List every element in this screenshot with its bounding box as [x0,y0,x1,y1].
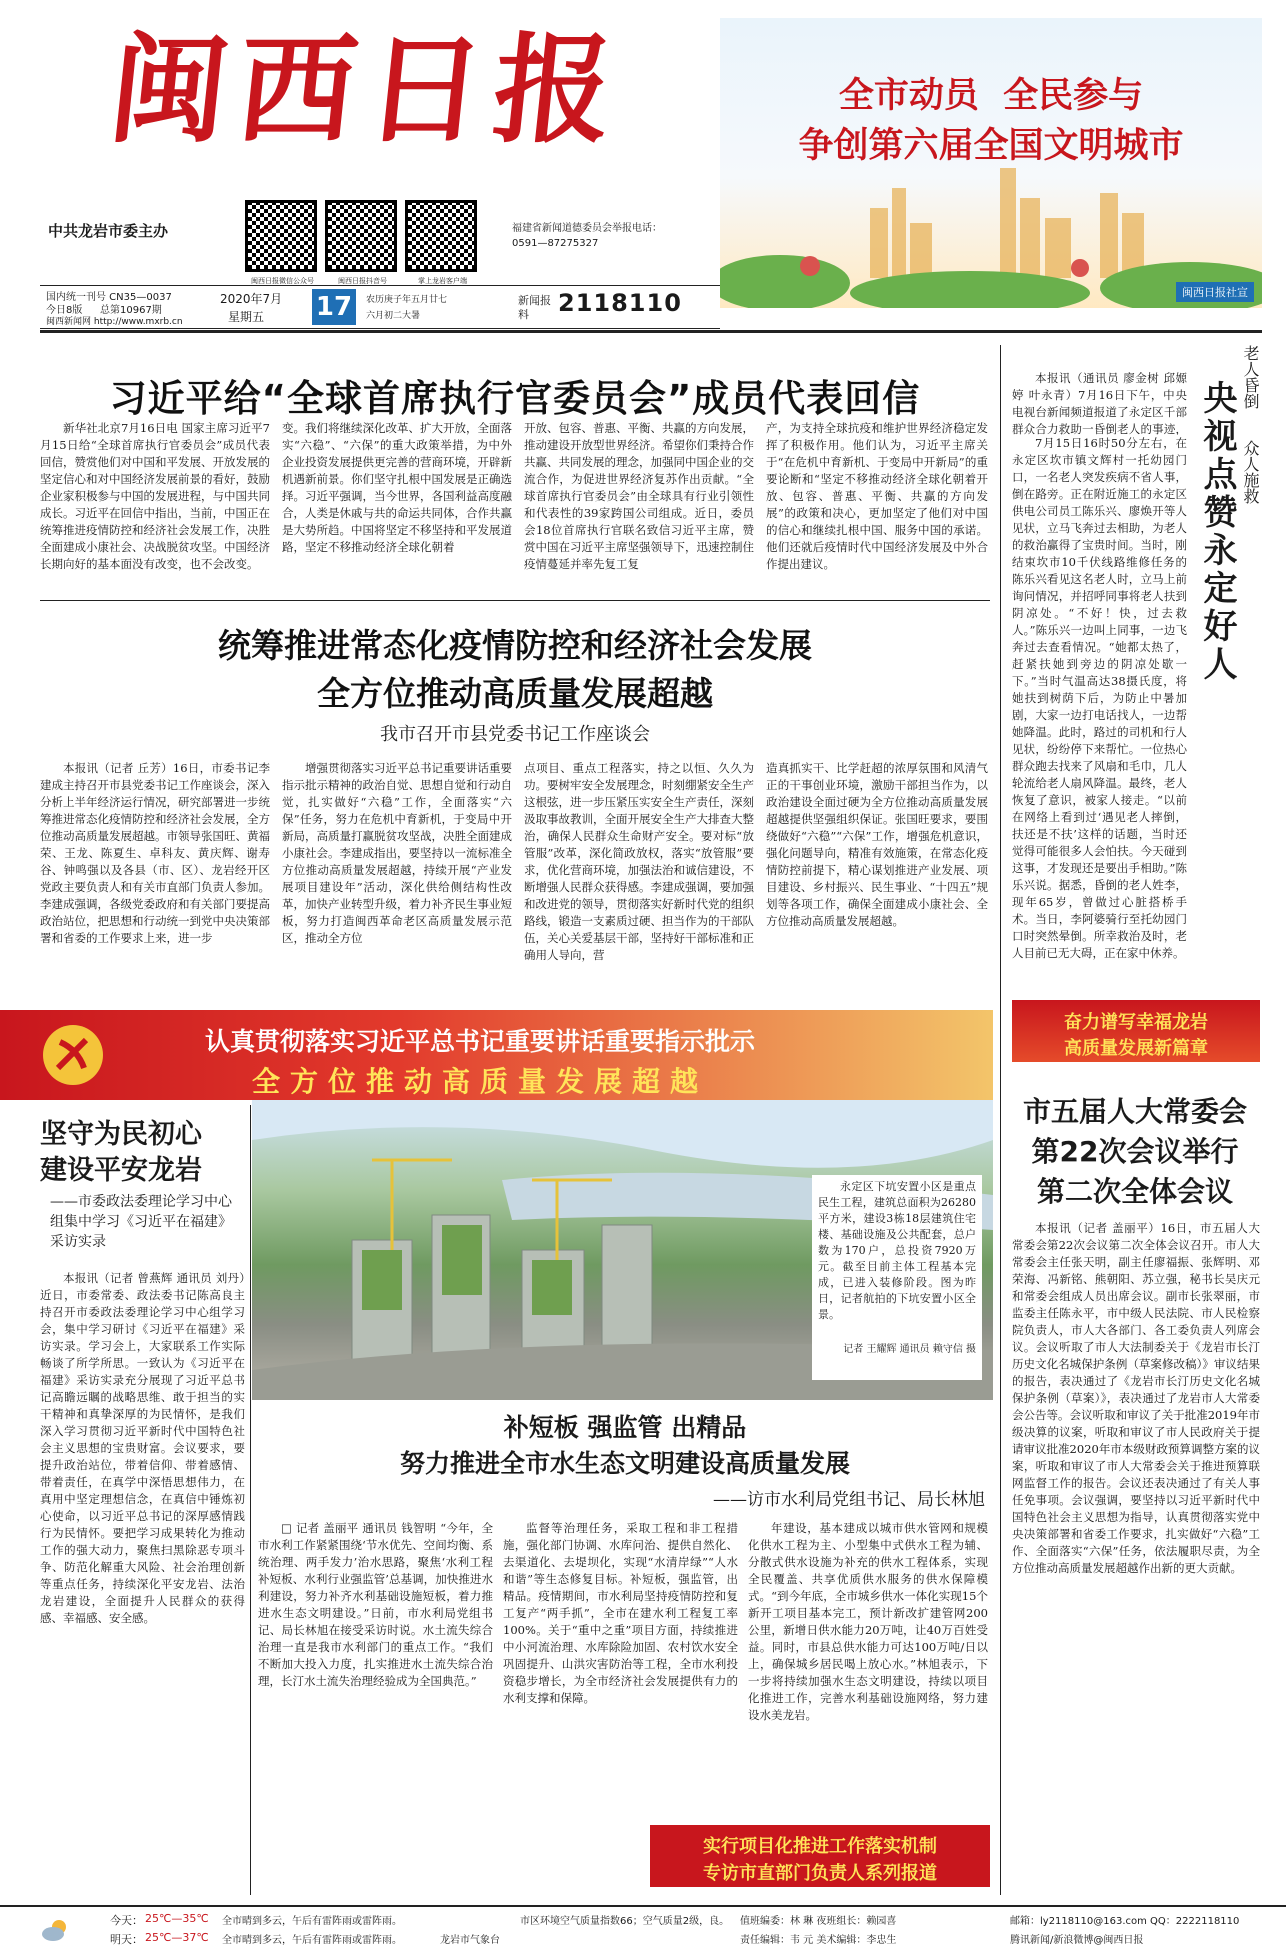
weekday: 星期五 [228,310,265,324]
story2-subhead: 我市召开市县党委书记工作座谈会 [380,724,650,745]
photo-credit: 记者 王耀辉 通讯员 赖守信 摄 [843,1344,976,1355]
special-band [0,1010,993,1100]
weather-cloud-sun-icon [40,1917,70,1943]
story2-col-3: 点项目、重点工程落实，持之以恒、久久为功。要树牢安全发展理念，时刻绷紧安全生产这根弦，进一步压紧压实安全生产责任，深刻汲取事故教训，全面开展安全生产大排查大整治，确保人民群众生命财产安全。要对标“放管服”改革，深化简政放权，落实“放管服”要求，优化营商环境，加强法治和诚信建设，不断增强人民群众获得感。李建成强调，要加强和改进党的领导，贯彻落实好新时代党的组织路线，锻造一支素质过硬、担当作为的干部队伍，关心关爱基层干部，坚持好干部标准和正确用人导向，营 [524,761,754,962]
editor-line-2: 责任编辑：韦 元 美术编辑：李忠生 [740,1935,897,1946]
weather-today-temp: 25℃—35℃ [145,1912,209,1925]
date-day: 17 [312,289,356,325]
lead-col-2: 变。我们将继续深化改革、扩大开放，全面落实“六稳”、“六保”的重大政策举措，为中外企业投资发展提供更完善的营商环境，开辟新机遇新前景。你们坚守扎根中国发展是正确选择。习近平强调，当今世界，各国利益高度融合，人类是休戚与共的命运共同体，合作共赢是大势所趋。中国将坚定不移坚持和平发展道路，坚定不移推动经济全球化朝着 [282,421,512,554]
qr-label-1: 闽西日报微信公众号 [251,277,314,285]
special-left-text: 本报讯（记者 曾燕辉 通讯员 刘丹）近日，市委常委、政法委书记陈高良主持召开市委政法委理论学习中心组学习会，集中学习研讨《习近平在福建》采访实录。学习会上，大家联系工作实际畅谈了所学所思。一致认为《习近平在福建》采访实录充分展现了习近平总书记高瞻远瞩的战略思维、敢于担当的实干精神和真挚深厚的为民情怀，是我们深入学习贯彻习近平新时代中国特色社会主义思想的宝贵财富。会议要求，要提升政治站位，带着信仰、带着感情、带着责任，在真学中深悟思想伟力，在真用中坚定理想信念，在真信中锤炼初心使命，以习近平总书记的深厚感情践行为民情怀。要把学习成果转化为推动工作的强大动力，聚焦扫黑除恶专项斗争、防范化解重大风险、社会治理创新等重点任务，持续深化平安龙岩、法治龙岩建设，全面提升人民群众的获得感、幸福感、安全感。 [40,1271,245,1625]
npc-headline-3: 第二次全体会议 [1036,1175,1233,1208]
water-headline-2: 努力推进全市水生态文明建设高质量发展 [399,1449,850,1478]
sidebar-divider [1000,345,1001,1895]
lead-col-1: 新华社北京7月16日电 国家主席习近平7月15日给“全球首席执行官委员会”成员代表回信，赞赏他们对中国和平发展、开放发展的坚定信心和对中国经济发展前景的看好，鼓励企业家积极参与中国的发展进程，与中国共同成长。习近平在回信中指出，当前，中国正在统筹推进疫情防控和经济社会发展工作，决胜全面建成小康社会、决战脱贫攻坚。中国经济长期向好的基本面没有改变，也不会改变。 [40,421,270,571]
website: 闽西新闻网 http://www.mxrb.cn [46,317,183,327]
special-left-headline-2: 建设平安龙岩 [40,1155,202,1186]
special-tag [650,1825,990,1887]
info-strip [40,285,720,329]
weather-tomorrow-label: 明天： [110,1933,143,1946]
qr-label-2: 闽西日报抖音号 [338,277,387,285]
story2-headline-1: 统筹推进常态化疫情防控和经济社会发展 [218,626,812,665]
lead-col-3: 开放、包容、普惠、平衡、共赢的方向发展，推动建设开放型世界经济。希望你们秉持合作共赢、共同发展的理念，加强同中国企业的交流合作，为促进世界经济复苏作出贡献。“全球首席执行官委员会”由全球具有行业引领性和代表性的39家跨国公司组成。近日，委员会18位首席执行官联名致信习近平主席，赞赏中国在习近平主席坚强领导下，迅速控制住疫情蔓延并率先复工复 [524,421,754,571]
photo-caption: 永定区下坑安置小区是重点民生工程，建筑总面积为26280平方米，建设3栋18层建筑住宅楼、基础设施及公共配套，总户数为170户，总投资7920万元。截至目前主体工程基本完成，已进入装修阶段。图为昨日，记者航拍的下坑安置小区全景。 [818,1180,976,1321]
special-band-line-2: 全方位推动高质量发展超越 [251,1065,708,1098]
weather-tomorrow-text: 全市晴到多云，午后有雷阵雨或雷阵雨。 [222,1935,402,1946]
air-quality: 市区环境空气质量指数66；空气质量2级，良。 [520,1916,730,1927]
weather-source: 龙岩市气象台 [440,1935,500,1946]
lead-col-4: 产，为支持全球抗疫和维护世界经济稳定发挥了积极作用。他们认为，习近平主席关于“在危机中育新机、于变局中开新局”的重要论断和“坚定不移推动经济全球化朝着开放、包容、普惠、平衡、共赢的方向发展”的政策和决心，更加坚定了他们对中国的信心和继续扎根中国、服务中国的承诺。他们还就后疫情时代中国经济发展及中外合作提出建议。 [766,421,988,571]
story2-headline-2: 全方位推动高质量发展超越 [317,674,713,713]
hotline-number[interactable]: 2118110 [558,289,682,317]
banner-line-2: 争创第六届全国文明城市 [798,126,1184,166]
water-col-1: □ 记者 盖丽平 通讯员 钱智明 “今年，全市水利工作紧紧围绕‘节水优先、空间均衡、系统治理、两手发力’治水思路，聚焦‘水利工程补短板、水利行业强监管’总基调，加快推进水利建设，努力补齐水利基础设施短板，着力推进水生态文明建设。”日前，市水利局党组书记、局长林旭在接受采访时说。水土流失综合治理一直是我市水利部门的重点工作。“我们不断加大投入力度，扎实推进水土流失综合治理，长汀水土流失治理经验成为全国典范。” [258,1521,493,1688]
weather-tomorrow-temp: 25℃—37℃ [145,1931,209,1944]
sidebar-headline: 央视点赞永定好人 [1197,380,1237,684]
sidebar-kicker-b: 众人施救 [1241,440,1260,504]
footer [0,1905,1286,1957]
weather-today-text: 全市晴到多云，午后有雷阵雨或雷阵雨。 [222,1916,402,1927]
special-left-subhead: ——市委政法委理论学习中心组集中学习《习近平在福建》采访实录 [50,1194,232,1250]
masthead-title: 闽西日报 [102,20,630,159]
npc-headline-1: 市五届人大常委会 [1022,1095,1247,1128]
special-band-line-1: 认真贯彻落实习近平总书记重要讲话重要指示批示 [204,1027,755,1056]
qr-label-3: 掌上龙岩客户端 [418,277,467,285]
special-tag-line-2: 专访市直部门负责人系列报道 [703,1863,937,1884]
story2-col-1: 本报讯（记者 丘芳）16日，市委书记李建成主持召开市县党委书记工作座谈会，深入分析上半年经济运行情况，研究部署进一步统筹推进常态化疫情防控和经济社会发展，全方位推动高质量发展超越。市领导张国旺、黄福荣、王龙、陈夏生、卓科友、黄庆辉、谢寿谷、钟鸣强以及各县（市、区）、龙岩经开区党政主要负责人和有关市直部门负责人参加。李建成强调，各级党委政府和有关部门要提高政治站位，把思想和行动统一到党中央决策部署和省委的工作要求上来，进一步 [40,761,270,945]
photo-caption-box [812,1175,982,1380]
sidebar-tag-line-1: 奋力谱写幸福龙岩 [1064,1012,1208,1033]
masthead [0,0,1286,327]
weather-today-label: 今天： [110,1914,143,1927]
masthead-divider [40,330,1262,333]
party-emblem-icon [38,1020,108,1090]
qr-code-2[interactable] [325,200,397,272]
issue-total: 总第10967期 [100,305,162,316]
lunar-line-1: 农历庚子年五月廿七 [366,295,448,305]
banner-line-1: 全市动员 全民参与 [838,76,1144,116]
lunar-line-2: 六月初二大暑 [366,311,421,321]
sidebar-kicker-a: 老人昏倒 [1241,345,1260,409]
pages-count: 今日8版 [46,305,83,316]
banner-credit: 闽西日报社宣 [1176,282,1254,302]
water-col-3: 年建设，基本建成以城市供水管网和规模化供水工程为主、小型集中式供水工程为辅、分散式供水设施为补充的供水工程体系，实现全民覆盖、共享优质供水服务的供水保障模式。“到今年底，全市城乡供水一体化实现15个新开工项目基本完工，预计新改扩建管网200公里，新增日供水能力20万吨，让40万百姓受益。同时，市县总供水能力可达100万吨/日以上，确保城乡居民喝上放心水。”林旭表示，下一步将持续加强水生态文明建设，持续以项目化推进工作，完善水利基础设施网络，努力建设水美龙岩。 [748,1521,988,1722]
lead-divider [40,600,990,601]
special-tag-line-1: 实行项目化推进工作落实机制 [703,1836,937,1857]
organizer-label: 中共龙岩市委主办 [48,222,169,240]
qr-code-3[interactable] [405,200,477,272]
sidebar-tag-line-2: 高质量发展新篇章 [1064,1038,1208,1059]
hotline-label: 新闻报料 [518,294,551,321]
water-subhead: ——访市水利局党组书记、局长林旭 [713,1490,985,1510]
sidebar-byline: 本报讯（通讯员 廖金树 邱嫄婷 叶永青）7月16日下午，中央电视台新闻频道报道了永定区千部群众合力救助一昏倒老人的事迹， [1012,371,1187,435]
social-accounts[interactable]: 腾讯新闻/新浪微博@闽西日报 [1010,1935,1144,1946]
water-headline-1: 补短板 强监管 出精品 [503,1413,747,1442]
story2-col-2: 增强贯彻落实习近平总书记重要讲话重要指示批示精神的政治自觉、思想自觉和行动自觉，扎实做好“六稳”工作，全面落实“六保”任务，努力在危机中育新机，于变局中开新局，高质量打赢脱贫攻坚战，决胜全面建成小康社会。李建成指出，要坚持以一流标准全方位推动高质量发展超越，持续开展“产业发展项目建设年”活动，深化供给侧结构性改革，加快产业转型升级，着力补齐民生事业短板，努力打造闽西革命老区高质量发展示范区，推动全方位 [282,761,512,945]
sidebar-text: 7月15日16时50分左右，在永定区坎市镇文辉村一托幼园门口，一名老人突发疾病不省人事，倒在路旁。正在附近施工的永定区供电公司员工陈乐兴、廖焕开等人见状，立马飞奔过去相助，为老人的救治赢得了宝贵时间。当时，刚结束坎市10千伏线路维修任务的陈乐兴看见这名老人时，立马上前询问情况，并招呼同事将老人扶到阴凉处。“不好！快，过去救人。”陈乐兴一边叫上同事，一边飞奔过去查看情况。“她都太热了，赶紧扶她到旁边的阴凉处歇一下。”当时气温高达38摄氏度，将她扶到树荫下后，为防止中暑加剧，大家一边打电话找人，一边帮她降温。此时，路过的司机和行人见状，纷纷停下来帮忙。一位热心群众跑去找来了风扇和毛巾，几人轮流给老人扇风降温。最终，老人恢复了意识，被家人接走。“以前在网络上看到过‘遇见老人摔倒，扶还是不扶’这样的话题，当时还觉得可能很多人会怕扶。今天碰到这事，才发现还是要出手相助。”陈乐兴说。据悉，昏倒的老人姓李，现年65岁，曾做过心脏搭桥手术。当日，李阿婆骑行至托幼园门口时突然晕倒。所幸救治及时，老人目前已无大碍，正在家中休养。 [1012,436,1187,960]
report-label: 福建省新闻道德委员会举报电话： [512,223,662,234]
date-year-month: 2020年7月 [220,292,283,306]
story2-col-4: 造真抓实干、比学赶超的浓厚氛围和风清气正的干事创业环境，激励干部担当作为，以政治建设全面过硬为全方位推动高质量发展超越提供坚强组织保证。张国旺要求，要围绕做好“六稳”“六保”工作，增强危机意识，强化问题导向，精准有效施策，在常态化疫情防控前提下，精心谋划推进产业发展、项目建设、乡村振兴、民生事业、“十四五”规划等各项工作，确保全面建成小康社会、全方位推动高质量发展超越。 [766,761,988,928]
contact-email[interactable]: 邮箱：ly2118110@163.com QQ：2222118110 [1010,1916,1240,1927]
water-col-2: 监督等治理任务，采取工程和非工程措施，强化部门协调、水库问治、提供自然化、去渠道化、去堤坝化，实现“水清岸绿”“人水和谐”等生态修复目标。补短板，强监管，出精品。疫情期间，市水利局坚持疫情防控和复工复产“两手抓”，全市在建水利工程复工率100%。关于“重中之重”项目方面，持续推进中小河流治理、水库除险加固、农村饮水安全巩固提升、山洪灾害防治等工程，全市水利投资稳步增长，为全市经济社会发展提供有力的水利支撑和保障。 [503,1521,738,1705]
civilization-banner [720,18,1262,308]
sidebar-tag [1012,1000,1260,1062]
npc-text: 本报讯（记者 盖丽平）16日，市五届人大常委会第22次会议第二次全体会议召开。市人大常委会主任张天明，副主任廖福振、张辉明、邓荣海、冯新铭、熊朝阳、苏立强，秘书长吴庆元和常委会组成人员出席会议。副市长张翠丽，市监委主任陈永平，市中级人民法院、市人民检察院负责人，市人大各部门、各工委负责人列席会议。会议听取了市人大法制委关于《龙岩市长汀历史文化名城保护条例（草案修改稿）》审议结果的报告，表决通过了《龙岩市长汀历史文化名城保护条例（草案）》，表决通过了龙岩市人大常委会公告等。会议听取和审议了关于批准2019年市级决算的议案，听取和审议了市人民政府关于提请审议批准2020年市本级财政预算调整方案的议案，听取和审议了市人大常委会关于推进预算联网监督工作的报告。会议还表决通过了有关人事任免事项。会议强调，要坚持以习近平新时代中国特色社会主义思想为指导，认真贯彻落实党中央决策部署和省委工作要求，扎实做好“六稳”工作、全面落实“六保”任务，依法履职尽责，为全方位推动高质量发展超越作出新的更大贡献。 [1012,1221,1260,1575]
editor-line-1: 值班编委：林 琳 夜班组长：赖园喜 [740,1916,897,1927]
cn-number: 国内统一刊号 CN35—0037 [46,292,172,303]
qr-code-1[interactable] [245,200,317,272]
lead-headline: 习近平给“全球首席执行官委员会”成员代表回信 [109,377,921,420]
special-left-divider [250,1105,251,1895]
npc-headline-2: 第22次会议举行 [1031,1135,1239,1168]
report-phone: 0591—87275327 [512,238,599,249]
special-left-headline-1: 坚守为民初心 [40,1119,202,1150]
